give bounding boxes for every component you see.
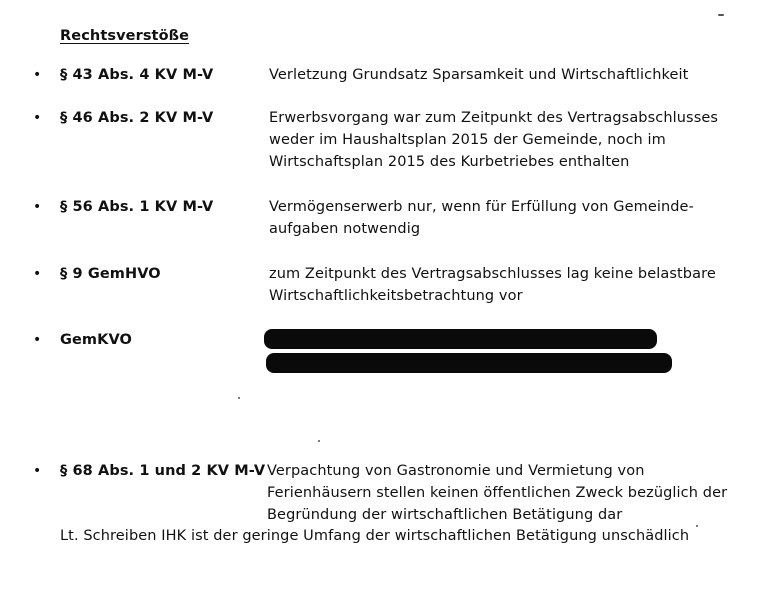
law-reference: § 9 GemHVO bbox=[60, 266, 161, 282]
violation-description bbox=[269, 64, 749, 86]
violation-description bbox=[269, 107, 749, 173]
bullet-icon: • bbox=[33, 463, 42, 479]
law-reference: § 46 Abs. 2 KV M-V bbox=[60, 110, 214, 126]
description-line: aufgaben notwendig bbox=[269, 221, 421, 237]
description-line: Wirtschaftlichkeitsbetrachtung vor bbox=[269, 288, 523, 304]
description-line: Erwerbsvorgang war zum Zeitpunkt des Vertragsabschlusses bbox=[269, 110, 719, 126]
law-reference: § 56 Abs. 1 KV M-V bbox=[60, 199, 214, 215]
description-line: Wirtschaftsplan 2015 des Kurbetriebes enthalten bbox=[269, 154, 630, 170]
violation-description bbox=[269, 196, 749, 240]
ihk-note: Lt. Schreiben IHK ist der geringe Umfang der wirtschaftlichen Betätigung unschädlich bbox=[60, 528, 690, 544]
bullet-icon: • bbox=[33, 67, 42, 83]
scan-speck bbox=[696, 525, 698, 527]
description-line: Vermögenserwerb nur, wenn für Erfüllung von Gemeinde- bbox=[269, 199, 694, 215]
law-reference: GemKVO bbox=[60, 332, 132, 348]
description-line: Ferienhäusern stellen keinen öffentlichen Zweck bezüglich der bbox=[267, 485, 728, 501]
description-line: zum Zeitpunkt des Vertragsabschlusses lag keine belastbare bbox=[269, 266, 716, 282]
law-reference: § 68 Abs. 1 und 2 KV M-V bbox=[60, 463, 266, 479]
bullet-icon: • bbox=[33, 110, 42, 126]
scan-speck bbox=[238, 397, 240, 399]
redaction-bar bbox=[266, 353, 672, 373]
law-reference: § 43 Abs. 4 KV M-V bbox=[60, 67, 214, 83]
violation-description bbox=[269, 263, 749, 307]
description-line: Verpachtung von Gastronomie und Vermietung von bbox=[267, 463, 645, 479]
scan-speck bbox=[718, 14, 724, 16]
bullet-icon: • bbox=[33, 332, 42, 348]
description-line: weder im Haushaltsplan 2015 der Gemeinde, noch im bbox=[269, 132, 666, 148]
violation-description bbox=[267, 460, 767, 526]
redaction-bar bbox=[264, 329, 657, 349]
bullet-icon: • bbox=[33, 199, 42, 215]
description-line: Verletzung Grundsatz Sparsamkeit und Wirtschaftlichkeit bbox=[269, 67, 689, 83]
section-heading: Rechtsverstöße bbox=[60, 28, 190, 44]
scan-speck bbox=[318, 440, 320, 442]
description-line: Begründung der wirtschaftlichen Betätigung dar bbox=[267, 507, 623, 523]
bullet-icon: • bbox=[33, 266, 42, 282]
